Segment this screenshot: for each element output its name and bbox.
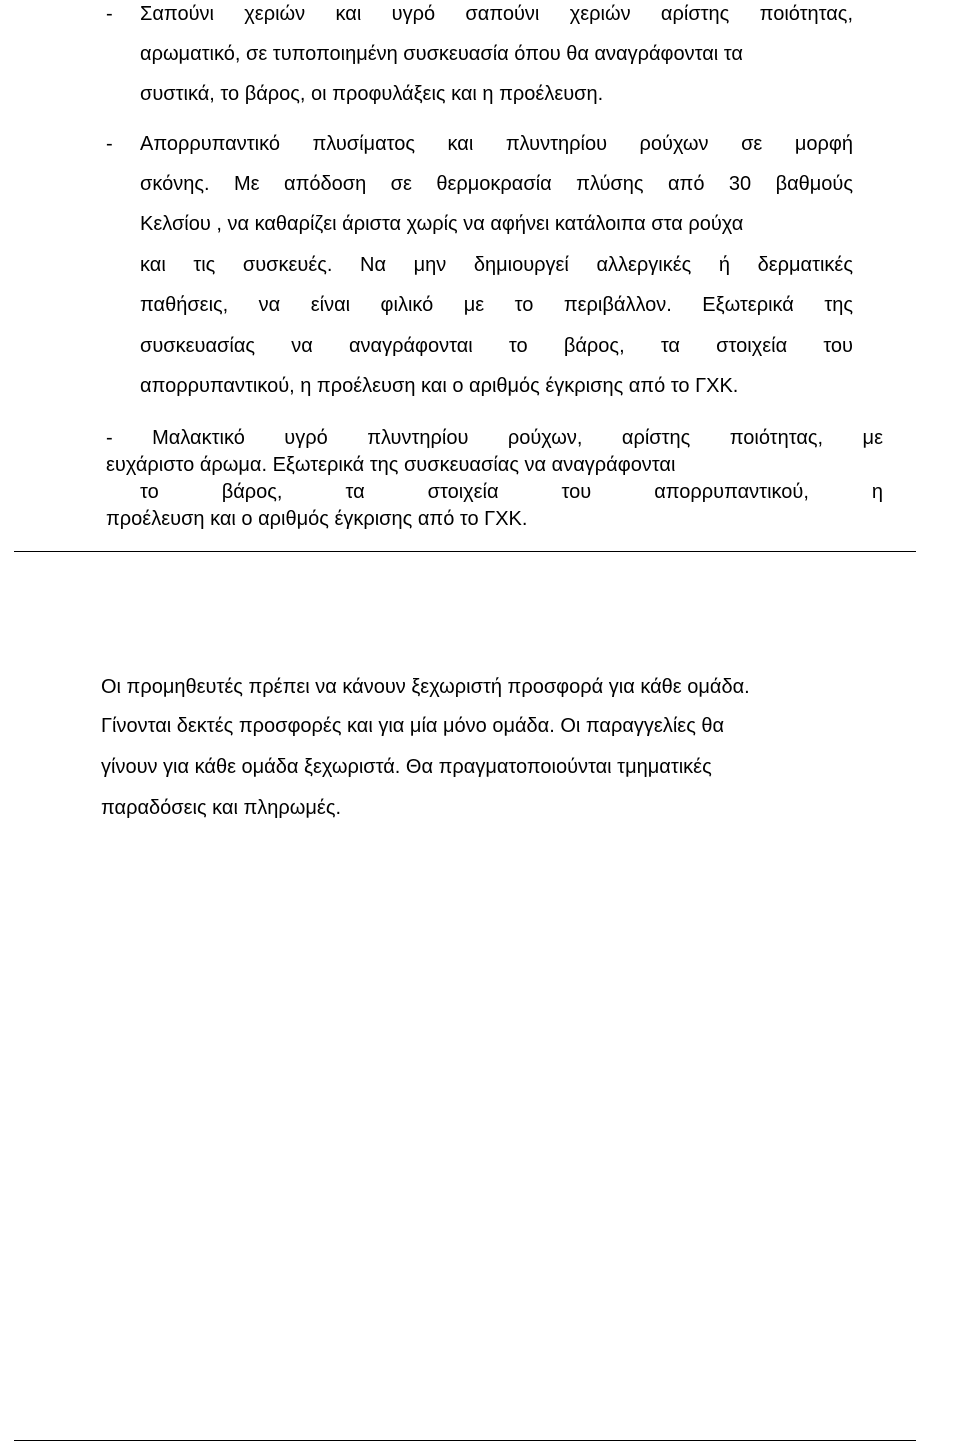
- item3-line-3: το βάρος, τα στοιχεία του απορρυπαντικού, η: [140, 481, 883, 503]
- item2-line-4: και τις συσκευές. Να μην δημιουργεί αλλεργικές ή δερματικές: [140, 254, 853, 276]
- item2-line-1: Απορρυπαντικό πλυσίματος και πλυντηρίου ρούχων σε μορφή: [140, 133, 853, 155]
- item3-line-1: - Μαλακτικό υγρό πλυντηρίου ρούχων, αρίστης ποιότητας, με: [106, 427, 883, 449]
- notes-line-4: παραδόσεις και πληρωμές.: [101, 797, 342, 819]
- list-bullet: -: [106, 133, 113, 155]
- section-divider: [14, 551, 916, 552]
- item2-line-6: συσκευασίας να αναγράφονται το βάρος, τα στοιχεία του: [140, 335, 853, 357]
- page-bottom-divider: [14, 1440, 916, 1441]
- item3-line-4: προέλευση και ο αριθμός έγκρισης από το ΓΧΚ.: [106, 508, 528, 530]
- item1-line-2: αρωματικό, σε τυποποιημένη συσκευασία όπου θα αναγράφονται τα: [140, 43, 743, 65]
- item1-line-3: συστικά, το βάρος, οι προφυλάξεις και η προέλευση.: [140, 83, 604, 105]
- item2-line-7: απορρυπαντικού, η προέλευση και ο αριθμός έγκρισης από το ΓΧΚ.: [140, 375, 739, 397]
- item3-line-2: ευχάριστο άρωμα. Εξωτερικά της συσκευασίας να αναγράφονται: [106, 454, 676, 476]
- notes-line-2: Γίνονται δεκτές προσφορές και για μία μόνο ομάδα. Οι παραγγελίες θα: [101, 715, 725, 737]
- item2-line-2: σκόνης. Με απόδοση σε θερμοκρασία πλύσης από 30 βαθμούς: [140, 173, 853, 195]
- item2-line-3: Κελσίου , να καθαρίζει άριστα χωρίς να αφήνει κατάλοιπα στα ρούχα: [140, 213, 744, 235]
- notes-line-1: Οι προμηθευτές πρέπει να κάνουν ξεχωριστή προσφορά για κάθε ομάδα.: [101, 676, 750, 698]
- list-bullet: -: [106, 3, 113, 25]
- item2-line-5: παθήσεις, να είναι φιλικό με το περιβάλλον. Εξωτερικά της: [140, 294, 853, 316]
- item1-line-1: Σαπούνι χεριών και υγρό σαπούνι χεριών αρίστης ποιότητας,: [140, 3, 853, 25]
- notes-line-3: γίνουν για κάθε ομάδα ξεχωριστά. Θα πραγματοποιούνται τμηματικές: [101, 756, 712, 778]
